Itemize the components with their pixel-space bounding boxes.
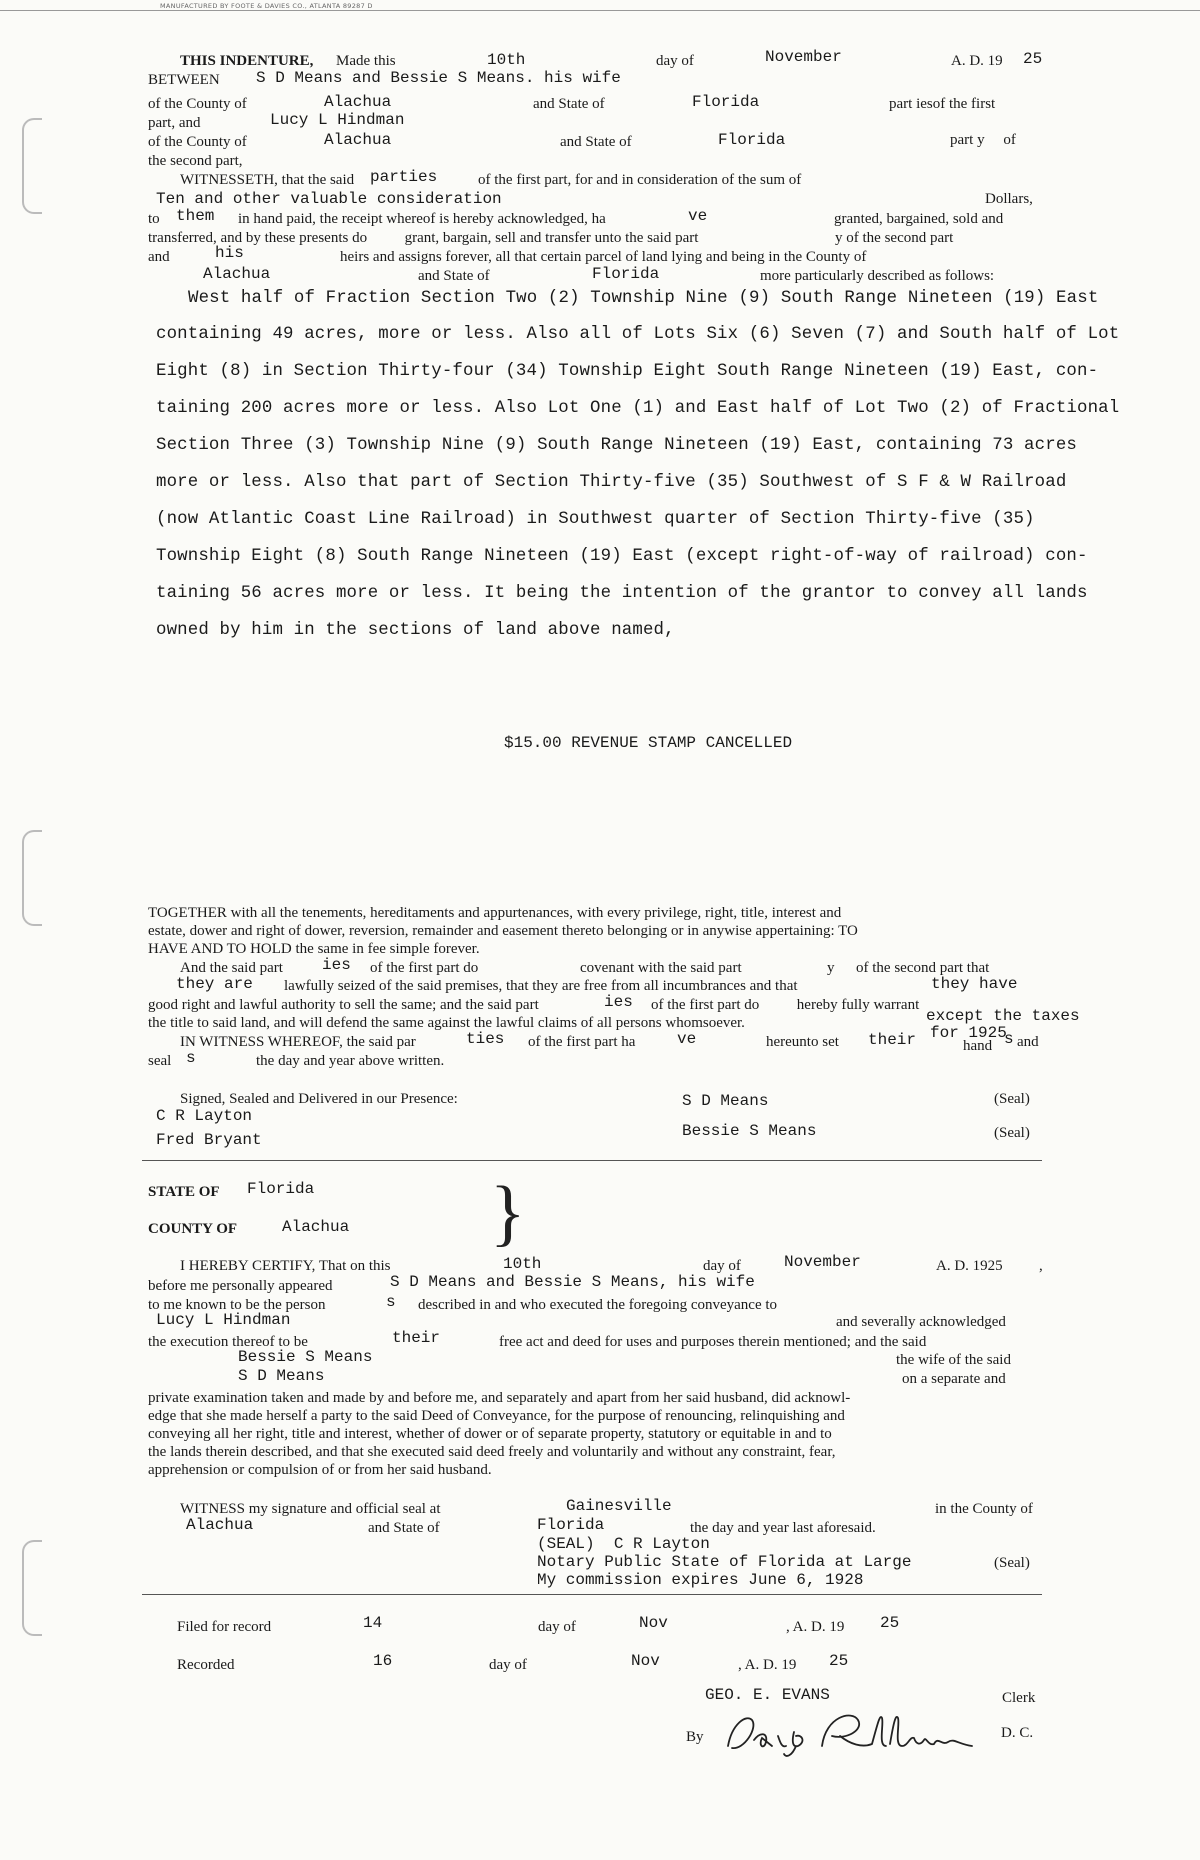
ack-appeared: S D Means and Bessie S Means, his wife bbox=[390, 1273, 755, 1291]
known-s: s bbox=[386, 1293, 396, 1311]
filed-ad: , A. D. 19 bbox=[786, 1619, 845, 1635]
commission-expiry: My commission expires June 6, 1928 bbox=[537, 1571, 864, 1589]
notary-seal: (SEAL) C R Layton bbox=[537, 1535, 710, 1553]
ve: ve bbox=[688, 207, 708, 225]
ack-month: November bbox=[784, 1253, 861, 1271]
separate-label: on a separate and bbox=[902, 1371, 1006, 1387]
recorded-year: 25 bbox=[829, 1652, 849, 1670]
hereunto-label: hereunto set bbox=[766, 1034, 839, 1050]
recorded-day: 16 bbox=[373, 1652, 393, 1670]
husband-name: S D Means bbox=[238, 1367, 325, 1385]
ack-county-label: COUNTY OF bbox=[148, 1221, 238, 1237]
printer-imprint: MANUFACTURED BY FOOTE & DAVIES CO., ATLANTA 89287 D bbox=[160, 2, 373, 10]
execution-label: the execution thereof to be bbox=[148, 1334, 308, 1350]
wife-name: Bessie S Means bbox=[238, 1348, 373, 1366]
ack-day: 10th bbox=[503, 1255, 542, 1273]
filed-day: 14 bbox=[363, 1614, 383, 1632]
recorded-day-of: day of bbox=[489, 1657, 527, 1673]
description-line: taining 56 acres more or less. It being the intention of the grantor to convey all lands bbox=[156, 584, 1088, 603]
ack-ad-year: A. D. 1925 bbox=[936, 1258, 1003, 1274]
description-line: Eight (8) in Section Thirty-four (34) Township Eight South Range Nineteen (19) East, con- bbox=[156, 362, 1099, 381]
in-witness-ties: ties bbox=[466, 1030, 505, 1048]
seal-label-2: (Seal) bbox=[994, 1125, 1030, 1141]
description-line: (now Atlantic Coast Line Railroad) in Southwest quarter of Section Thirty-five (35) bbox=[156, 510, 1035, 529]
ack-para-line: apprehension or compulsion of or from her said husband. bbox=[148, 1462, 492, 1478]
state-label: and State of bbox=[560, 134, 632, 150]
revenue-stamp-note: $15.00 REVENUE STAMP CANCELLED bbox=[504, 734, 793, 752]
seal-label: seal bbox=[148, 1053, 172, 1069]
heirs-label: heirs and assigns forever, all that certain parcel of land lying and being in the County of bbox=[340, 249, 867, 265]
y-second-part: y of the second part bbox=[835, 230, 954, 246]
part-y-of: part y of bbox=[950, 132, 1016, 148]
state-label: and State of bbox=[418, 268, 490, 284]
deed-year: 25 bbox=[1023, 50, 1043, 68]
to-label: to bbox=[148, 211, 160, 227]
deed-day: 10th bbox=[487, 51, 526, 69]
description-line: owned by him in the sections of land above named, bbox=[156, 621, 675, 640]
good-right-ies: ies bbox=[604, 993, 633, 1011]
description-line: Township Eight (8) South Range Nineteen (19) East (except right-of-way of railroad) con- bbox=[156, 547, 1088, 566]
in-witness-ve: ve bbox=[677, 1030, 697, 1048]
witness-sig-label: WITNESS my signature and official seal at bbox=[180, 1501, 441, 1517]
deed-month: November bbox=[765, 48, 842, 66]
hand-paid: in hand paid, the receipt whereof is hereby acknowledged, ha bbox=[238, 211, 606, 227]
ack-para-line: edge that she made herself a party to the said Deed of Conveyance, for the purpose of renouncing, relinquishing and bbox=[148, 1408, 845, 1424]
notary-county: Alachua bbox=[186, 1516, 254, 1534]
grantee-state: Florida bbox=[718, 131, 786, 149]
second-part-label: the second part, bbox=[148, 153, 243, 169]
ack-para-line: the lands therein described, and that she executed said deed freely and voluntarily and without any constraint, fear, bbox=[148, 1444, 836, 1460]
between-label: BETWEEN bbox=[148, 72, 220, 88]
granted-label: granted, bargained, sold and bbox=[834, 211, 1004, 227]
recorded-month: Nov bbox=[631, 1652, 660, 1670]
clerk-name: GEO. E. EVANS bbox=[705, 1686, 830, 1704]
seal-s: s bbox=[186, 1049, 196, 1067]
description-line: West half of Fraction Section Two (2) Township Nine (9) South Range Nineteen (19) East bbox=[188, 289, 1099, 308]
in-witness-b: of the first part ha bbox=[528, 1034, 636, 1050]
notary-city: Gainesville bbox=[566, 1497, 672, 1515]
description-line: containing 49 acres, more or less. Also all of Lots Six (6) Seven (7) and South half of Lot bbox=[156, 325, 1120, 344]
filed-day-of: day of bbox=[538, 1619, 576, 1635]
binder-hole bbox=[22, 118, 42, 214]
covenant-b: of the first part do bbox=[370, 960, 479, 976]
day-year-written: the day and year above written. bbox=[256, 1053, 445, 1069]
them: them bbox=[176, 207, 215, 225]
notary-title: Notary Public State of Florida at Large bbox=[537, 1553, 912, 1571]
dc-label: D. C. bbox=[1001, 1725, 1034, 1741]
witnesseth-county: Alachua bbox=[203, 265, 271, 283]
described-label: described in and who executed the foregoing conveyance to bbox=[418, 1297, 778, 1313]
filed-month: Nov bbox=[639, 1614, 668, 1632]
clerk-label: Clerk bbox=[1002, 1690, 1036, 1706]
certify-label: I HEREBY CERTIFY, That on this bbox=[180, 1258, 391, 1274]
binder-hole bbox=[22, 830, 42, 926]
witnesseth-a: WITNESSETH, that the said bbox=[180, 172, 355, 188]
ack-their: their bbox=[392, 1329, 441, 1347]
grantors: S D Means and Bessie S Means. his wife bbox=[256, 69, 621, 87]
their-hand: their bbox=[868, 1031, 917, 1049]
part-and-label: part, and bbox=[148, 115, 201, 131]
day-of-label: day of bbox=[656, 53, 694, 69]
signer-1: S D Means bbox=[682, 1092, 769, 1110]
consideration: Ten and other valuable consideration bbox=[156, 190, 502, 208]
recorded-label: Recorded bbox=[177, 1657, 235, 1673]
description-line: taining 200 acres more or less. Also Lot One (1) and East half of Lot Two (2) of Fractional bbox=[156, 399, 1120, 418]
covenant-c: covenant with the said part bbox=[580, 960, 742, 976]
made-this-label: Made this bbox=[336, 53, 396, 69]
hand-label: hand bbox=[963, 1038, 993, 1054]
and-label: and bbox=[1017, 1034, 1039, 1050]
description-line: Section Three (3) Township Nine (9) South Range Nineteen (19) East, containing 73 acres bbox=[156, 436, 1077, 455]
together-line-3: HAVE AND TO HOLD the same in fee simple forever. bbox=[148, 941, 480, 957]
deputy-clerk-signature bbox=[722, 1706, 1002, 1762]
title-line: the title to said land, and will defend the same against the lawful claims of all persons whomsoever. bbox=[148, 1015, 745, 1031]
ack-para-line: private examination taken and made by and before me, and separately and apart from her said husband, did acknowl- bbox=[148, 1390, 851, 1406]
description-line: more or less. Also that part of Section Thirty-five (35) Southwest of S F & W Railroad bbox=[156, 473, 1067, 492]
more-particularly: more particularly described as follows: bbox=[760, 268, 995, 284]
hand-s: s bbox=[1004, 1030, 1014, 1048]
ack-county: Alachua bbox=[282, 1218, 350, 1236]
except-taxes: except the taxes bbox=[926, 1007, 1080, 1025]
together-line-2: estate, dower and right of dower, reversion, remainder and easement thereto belonging or in anywise appertaining: TO bbox=[148, 923, 858, 939]
in-witness-a: IN WITNESS WHEREOF, the said par bbox=[180, 1034, 416, 1050]
witness-1: C R Layton bbox=[156, 1107, 253, 1125]
warrant-label: of the first part do hereby fully warrant bbox=[651, 997, 920, 1013]
part-ies-first: part iesof the first bbox=[889, 96, 996, 112]
grantee-county: Alachua bbox=[324, 131, 392, 149]
they-are: they are bbox=[176, 975, 253, 993]
known-label: to me known to be the person bbox=[148, 1297, 326, 1313]
county-label: of the County of bbox=[148, 134, 247, 150]
they-have: they have bbox=[931, 975, 1018, 993]
notary-state: Florida bbox=[537, 1516, 605, 1534]
his: his bbox=[215, 244, 244, 262]
state-of-label: and State of bbox=[368, 1520, 440, 1536]
before-me-label: before me personally appeared bbox=[148, 1278, 333, 1294]
covenant-y: y bbox=[827, 960, 835, 976]
filed-label: Filed for record bbox=[177, 1619, 272, 1635]
witnesseth-b: of the first part, for and in consideration of the sum of bbox=[478, 172, 802, 188]
witnesseth-state: Florida bbox=[592, 265, 660, 283]
free-act-label: free act and deed for uses and purposes therein mentioned; and the said bbox=[499, 1334, 927, 1350]
good-right-line: good right and lawful authority to sell the same; and the said part bbox=[148, 997, 539, 1013]
ack-state-label: STATE OF bbox=[148, 1184, 220, 1200]
day-last-label: the day and year last aforesaid. bbox=[690, 1520, 876, 1536]
county-label: of the County of bbox=[148, 96, 247, 112]
ack-day-of: day of bbox=[703, 1258, 741, 1274]
filed-year: 25 bbox=[880, 1614, 900, 1632]
covenant-d: of the second part that bbox=[856, 960, 990, 976]
ack-comma: , bbox=[1039, 1258, 1043, 1274]
seal-label-1: (Seal) bbox=[994, 1091, 1030, 1107]
severally-label: and severally acknowledged bbox=[836, 1314, 1006, 1330]
ad-label: A. D. 19 bbox=[951, 53, 1003, 69]
and-label: and bbox=[148, 249, 170, 265]
divider bbox=[142, 1160, 1042, 1161]
presence-label: Signed, Sealed and Delivered in our Presence: bbox=[180, 1091, 458, 1107]
seized-line: lawfully seized of the said premises, that they are free from all incumbrances and that bbox=[284, 978, 798, 994]
wife-of-label: the wife of the said bbox=[896, 1352, 1011, 1368]
by-label: By bbox=[686, 1729, 704, 1745]
recorded-ad: , A. D. 19 bbox=[738, 1657, 797, 1673]
covenant-a: And the said part bbox=[180, 960, 283, 976]
notary-seal-label: (Seal) bbox=[994, 1555, 1030, 1571]
ack-grantee: Lucy L Hindman bbox=[156, 1311, 291, 1329]
transferred-label: transferred, and by these presents do grant, bargain, sell and transfer unto the said part bbox=[148, 230, 699, 246]
covenant-ies: ies bbox=[322, 956, 351, 974]
dollars-label: Dollars, bbox=[985, 191, 1033, 207]
in-county-label: in the County of bbox=[935, 1501, 1033, 1517]
state-label: and State of bbox=[533, 96, 605, 112]
binder-hole bbox=[22, 1540, 42, 1636]
grantor-state: Florida bbox=[692, 93, 760, 111]
witnesseth-parties: parties bbox=[370, 168, 438, 186]
ack-state: Florida bbox=[247, 1180, 315, 1198]
together-line-1: TOGETHER with all the tenements, hereditaments and appurtenances, with every privilege, right, title, interest and bbox=[148, 905, 842, 921]
signer-2: Bessie S Means bbox=[682, 1122, 817, 1140]
brace-glyph: } bbox=[490, 1172, 526, 1254]
ack-para-line: conveying all her right, title and interest, whether of dower or of separate property, statutory or equitable in and to bbox=[148, 1426, 832, 1442]
divider bbox=[142, 1594, 1042, 1595]
deed-title: THIS INDENTURE, bbox=[180, 53, 314, 69]
for-1925: for 1925 bbox=[930, 1024, 1007, 1042]
witness-2: Fred Bryant bbox=[156, 1131, 262, 1149]
grantee: Lucy L Hindman bbox=[270, 111, 405, 129]
grantor-county: Alachua bbox=[324, 93, 392, 111]
